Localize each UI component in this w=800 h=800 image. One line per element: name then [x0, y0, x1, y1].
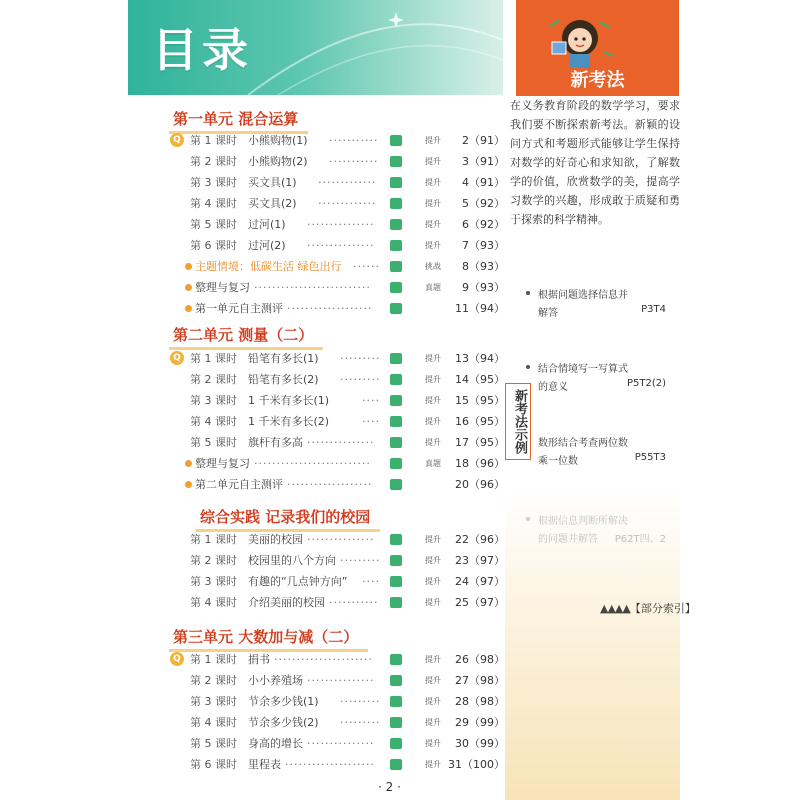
- lesson-name: 有趣的“几点钟方向”: [248, 575, 348, 588]
- level-tag-label: 提升: [425, 556, 441, 565]
- level-tag-label: 提升: [425, 655, 441, 664]
- page-title: 目录: [152, 23, 252, 77]
- bullet-icon: [185, 284, 192, 291]
- leader-dots: ···············: [307, 533, 375, 546]
- bullet-icon: [185, 460, 192, 467]
- example-text: 乘一位数: [538, 456, 578, 467]
- lesson-name: 铅笔有多长(2): [248, 373, 319, 386]
- example-text: 结合情境写一写算式: [538, 364, 628, 375]
- lesson-name: 捐书: [248, 653, 270, 666]
- leader-dots: ·········: [340, 373, 381, 386]
- page-ref: 25（97）: [455, 596, 505, 609]
- level-tag-label: 提升: [425, 136, 441, 145]
- lesson-name: 整理与复习: [195, 281, 250, 294]
- lesson-name: 铅笔有多长(1): [248, 352, 319, 365]
- leader-dots: ··························: [254, 281, 371, 294]
- level-tag-icon: [390, 156, 402, 167]
- page-ref: 31（100）: [448, 758, 505, 771]
- leader-dots: ·············: [318, 197, 377, 210]
- lesson-number: 第 2 课时: [190, 155, 237, 168]
- index-text: 【部分索引】: [629, 602, 696, 615]
- toc-row[interactable]: [145, 434, 505, 452]
- level-tag-icon: [390, 261, 402, 272]
- page-ref: 15（95）: [455, 394, 505, 407]
- leader-dots: ···············: [307, 737, 375, 750]
- level-tag-label: 提升: [425, 697, 441, 706]
- leader-dots: ······················: [274, 653, 373, 666]
- level-tag-label: 提升: [425, 577, 441, 586]
- lesson-number: 第 4 课时: [190, 415, 237, 428]
- toc-row[interactable]: [145, 279, 505, 297]
- lesson-number: 第 3 课时: [190, 176, 237, 189]
- leader-dots: ···············: [307, 239, 375, 252]
- example-item[interactable]: [520, 286, 680, 336]
- level-tag-icon: [390, 675, 402, 686]
- toc-row[interactable]: [145, 594, 505, 612]
- lesson-name: 1 千米有多长(1): [248, 394, 330, 407]
- toc-row[interactable]: [145, 174, 505, 192]
- lesson-number: 第 2 课时: [190, 373, 237, 386]
- example-code: P3T4: [641, 304, 666, 315]
- page-ref: 11（94）: [455, 302, 505, 315]
- lesson-name: 1 千米有多长(2): [248, 415, 330, 428]
- level-tag-label: 提升: [425, 157, 441, 166]
- level-tag-label: 提升: [425, 739, 441, 748]
- lesson-number: 第 6 课时: [190, 239, 237, 252]
- lesson-name: 介绍美丽的校园: [248, 596, 325, 609]
- lesson-name: 过河(1): [248, 218, 286, 231]
- lesson-number: 第 1 课时: [190, 533, 237, 546]
- leader-dots: ···················: [287, 302, 373, 315]
- page-ref: 30（99）: [455, 737, 505, 750]
- level-tag-label: 提升: [425, 760, 441, 769]
- level-tag-icon: [390, 738, 402, 749]
- page-ref: 7（93）: [462, 239, 505, 252]
- toc-row[interactable]: [145, 756, 505, 774]
- page-ref: 22（96）: [455, 533, 505, 546]
- leader-dots: ···············: [307, 218, 375, 231]
- level-tag-label: 提升: [425, 396, 441, 405]
- level-tag-label: 真题: [425, 283, 441, 292]
- level-tag-label: 提升: [425, 438, 441, 447]
- level-tag-icon: [390, 353, 402, 364]
- student-illustration-icon: [540, 12, 620, 70]
- lesson-number: 第 2 课时: [190, 554, 237, 567]
- lesson-number: 第 6 课时: [190, 758, 237, 771]
- lesson-name: 美丽的校园: [248, 533, 303, 546]
- lesson-number: 第 4 课时: [190, 197, 237, 210]
- lesson-name: 第一单元自主测评: [195, 302, 283, 315]
- leader-dots: ···········: [329, 134, 379, 147]
- lesson-name: 小小养殖场: [248, 674, 303, 687]
- lesson-number: 第 1 课时: [190, 134, 237, 147]
- leader-dots: ·········: [340, 554, 381, 567]
- lesson-name: 第二单元自主测评: [195, 478, 283, 491]
- page-ref: 6（92）: [462, 218, 505, 231]
- level-tag-icon: [390, 479, 402, 490]
- toc-row[interactable]: [145, 531, 505, 549]
- level-tag-label: 提升: [425, 354, 441, 363]
- example-text: 解答: [538, 308, 558, 319]
- example-text: 根据问题选择信息并: [538, 290, 628, 301]
- level-tag-label: 挑战: [425, 262, 441, 271]
- page-ref: 18（96）: [455, 457, 505, 470]
- leader-dots: ·········: [340, 695, 381, 708]
- toc-row[interactable]: [145, 237, 505, 255]
- partial-index-label: ▲▲▲▲【部分索引】: [600, 602, 696, 615]
- lesson-name: 校园里的八个方向: [248, 554, 336, 567]
- question-icon: Q: [170, 133, 184, 147]
- bullet-icon: [185, 305, 192, 312]
- lesson-name: 里程表: [248, 758, 281, 771]
- lesson-number: 第 3 课时: [190, 394, 237, 407]
- toc-row[interactable]: [145, 573, 505, 591]
- level-tag-label: 真题: [425, 459, 441, 468]
- toc-row[interactable]: [145, 371, 505, 389]
- lesson-name: 买文具(1): [248, 176, 297, 189]
- level-tag-label: 提升: [425, 375, 441, 384]
- example-code: P55T3: [634, 452, 666, 463]
- level-tag-label: 提升: [425, 718, 441, 727]
- page-ref: 23（97）: [455, 554, 505, 567]
- level-tag-label: 提升: [425, 241, 441, 250]
- leader-dots: ··························: [254, 457, 371, 470]
- background-decoration: [505, 490, 680, 800]
- toc-row[interactable]: [145, 651, 505, 669]
- level-tag-label: 提升: [425, 676, 441, 685]
- level-tag-icon: [390, 555, 402, 566]
- leader-dots: ·········: [340, 716, 381, 729]
- level-tag-icon: [390, 696, 402, 707]
- lesson-name: 整理与复习: [195, 457, 250, 470]
- page-ref: 13（94）: [455, 352, 505, 365]
- leader-dots: ····: [362, 575, 380, 588]
- level-tag-icon: [390, 303, 402, 314]
- page-ref: 26（98）: [455, 653, 505, 666]
- lesson-number: 第 1 课时: [190, 352, 237, 365]
- leader-dots: ····: [362, 415, 380, 428]
- page-ref: 28（98）: [455, 695, 505, 708]
- toc-row[interactable]: [145, 258, 505, 276]
- lesson-number: 第 1 课时: [190, 653, 237, 666]
- toc-row[interactable]: [145, 672, 505, 690]
- leader-dots: ···········: [329, 596, 379, 609]
- toc-row[interactable]: [145, 714, 505, 732]
- toc-row[interactable]: [145, 735, 505, 753]
- unit-heading[interactable]: 第一单元 混合运算: [173, 108, 298, 132]
- level-tag-icon: [390, 437, 402, 448]
- page-ref: 20（96）: [455, 478, 505, 491]
- level-tag-icon: [390, 135, 402, 146]
- page-ref: 17（95）: [455, 436, 505, 449]
- unit-heading[interactable]: 第二单元 测量（二）: [173, 324, 313, 348]
- bullet-icon: [526, 291, 530, 295]
- lesson-name: 身高的增长: [248, 737, 303, 750]
- level-tag-icon: [390, 654, 402, 665]
- bullet-icon: [526, 365, 530, 369]
- level-tag-icon: [390, 576, 402, 587]
- lesson-number: 第 3 课时: [190, 695, 237, 708]
- level-tag-label: 提升: [425, 535, 441, 544]
- lesson-number: 第 5 课时: [190, 436, 237, 449]
- table-of-contents: [145, 96, 503, 800]
- page-ref: 5（92）: [462, 197, 505, 210]
- level-tag-icon: [390, 458, 402, 469]
- level-tag-icon: [390, 240, 402, 251]
- new-exam-title: 新考法: [570, 70, 625, 91]
- lesson-name: 过河(2): [248, 239, 286, 252]
- bullet-icon: [185, 481, 192, 488]
- page-ref: 29（99）: [455, 716, 505, 729]
- level-tag-label: 提升: [425, 220, 441, 229]
- example-item[interactable]: [520, 434, 680, 484]
- level-tag-icon: [390, 395, 402, 406]
- lesson-name: 旗杆有多高: [248, 436, 303, 449]
- page-ref: 4（91）: [462, 176, 505, 189]
- lesson-number: 第 4 课时: [190, 596, 237, 609]
- toc-row[interactable]: [145, 132, 505, 150]
- question-icon: Q: [170, 351, 184, 365]
- level-tag-icon: [390, 416, 402, 427]
- leader-dots: ····················: [285, 758, 375, 771]
- level-tag-icon: [390, 759, 402, 770]
- page-ref: 27（98）: [455, 674, 505, 687]
- level-tag-label: 提升: [425, 598, 441, 607]
- lesson-name: 小熊购物(1): [248, 134, 308, 147]
- leader-dots: ···············: [307, 674, 375, 687]
- unit-heading[interactable]: 综合实践 记录我们的校园: [200, 506, 370, 530]
- page-ref: 16（95）: [455, 415, 505, 428]
- example-text: 数形结合考查两位数: [538, 438, 628, 449]
- level-tag-icon: [390, 374, 402, 385]
- page-ref: 8（93）: [462, 260, 505, 273]
- new-exam-intro: 在义务教育阶段的数学学习，要求我们要不断探索新考法。新颖的设问方式和考题形式能够让学生保持对数学的好奇心和求知欲，了解数学的价值，欣赏数学的美，提高学习数学的兴趣，形成敢于质疑和勇于探索的科学精神。: [510, 99, 680, 226]
- leader-dots: ·············: [318, 176, 377, 189]
- toc-row[interactable]: [145, 455, 505, 473]
- lesson-name: 小熊购物(2): [248, 155, 308, 168]
- example-text: 的意义: [538, 382, 568, 393]
- page-ref: 14（95）: [455, 373, 505, 386]
- page-ref: 24（97）: [455, 575, 505, 588]
- level-tag-icon: [390, 219, 402, 230]
- toc-header: [128, 0, 503, 95]
- level-tag-label: 提升: [425, 417, 441, 426]
- leader-dots: ······: [353, 260, 380, 273]
- toc-row[interactable]: [145, 153, 505, 171]
- lesson-number: 第 3 课时: [190, 575, 237, 588]
- lesson-name: 节余多少钱(2): [248, 716, 319, 729]
- toc-row[interactable]: [145, 476, 505, 494]
- level-tag-icon: [390, 177, 402, 188]
- toc-row[interactable]: [145, 693, 505, 711]
- lesson-name: 节余多少钱(1): [248, 695, 319, 708]
- page-number: · 2 ·: [378, 780, 401, 794]
- toc-row[interactable]: [145, 392, 505, 410]
- toc-row[interactable]: [145, 413, 505, 431]
- bullet-icon: [185, 263, 192, 270]
- lesson-number: 第 2 课时: [190, 674, 237, 687]
- page-ref: 3（91）: [462, 155, 505, 168]
- lesson-number: 第 5 课时: [190, 218, 237, 231]
- lesson-number: 第 4 课时: [190, 716, 237, 729]
- question-icon: Q: [170, 652, 184, 666]
- leader-dots: ·········: [340, 352, 381, 365]
- example-code: P5T2(2): [626, 378, 666, 389]
- level-tag-icon: [390, 198, 402, 209]
- example-band: 新考法示例: [505, 383, 531, 460]
- page-ref: 2（91）: [462, 134, 505, 147]
- leader-dots: ···········: [329, 155, 379, 168]
- leader-dots: ···················: [287, 478, 373, 491]
- level-tag-label: 提升: [425, 199, 441, 208]
- toc-row[interactable]: [145, 216, 505, 234]
- level-tag-icon: [390, 597, 402, 608]
- unit-heading[interactable]: 第三单元 大数加与减（二）: [173, 626, 358, 650]
- toc-row[interactable]: [145, 300, 505, 318]
- toc-row[interactable]: [145, 350, 505, 368]
- leader-dots: ···············: [307, 436, 375, 449]
- level-tag-icon: [390, 282, 402, 293]
- lesson-name: 买文具(2): [248, 197, 297, 210]
- level-tag-icon: [390, 534, 402, 545]
- leader-dots: ····: [362, 394, 380, 407]
- lesson-name: 主题情境：低碳生活 绿色出行: [195, 260, 342, 273]
- level-tag-icon: [390, 717, 402, 728]
- level-tag-label: 提升: [425, 178, 441, 187]
- page-ref: 9（93）: [462, 281, 505, 294]
- example-item[interactable]: [520, 360, 680, 410]
- lesson-number: 第 5 课时: [190, 737, 237, 750]
- toc-row[interactable]: [145, 552, 505, 570]
- toc-row[interactable]: [145, 195, 505, 213]
